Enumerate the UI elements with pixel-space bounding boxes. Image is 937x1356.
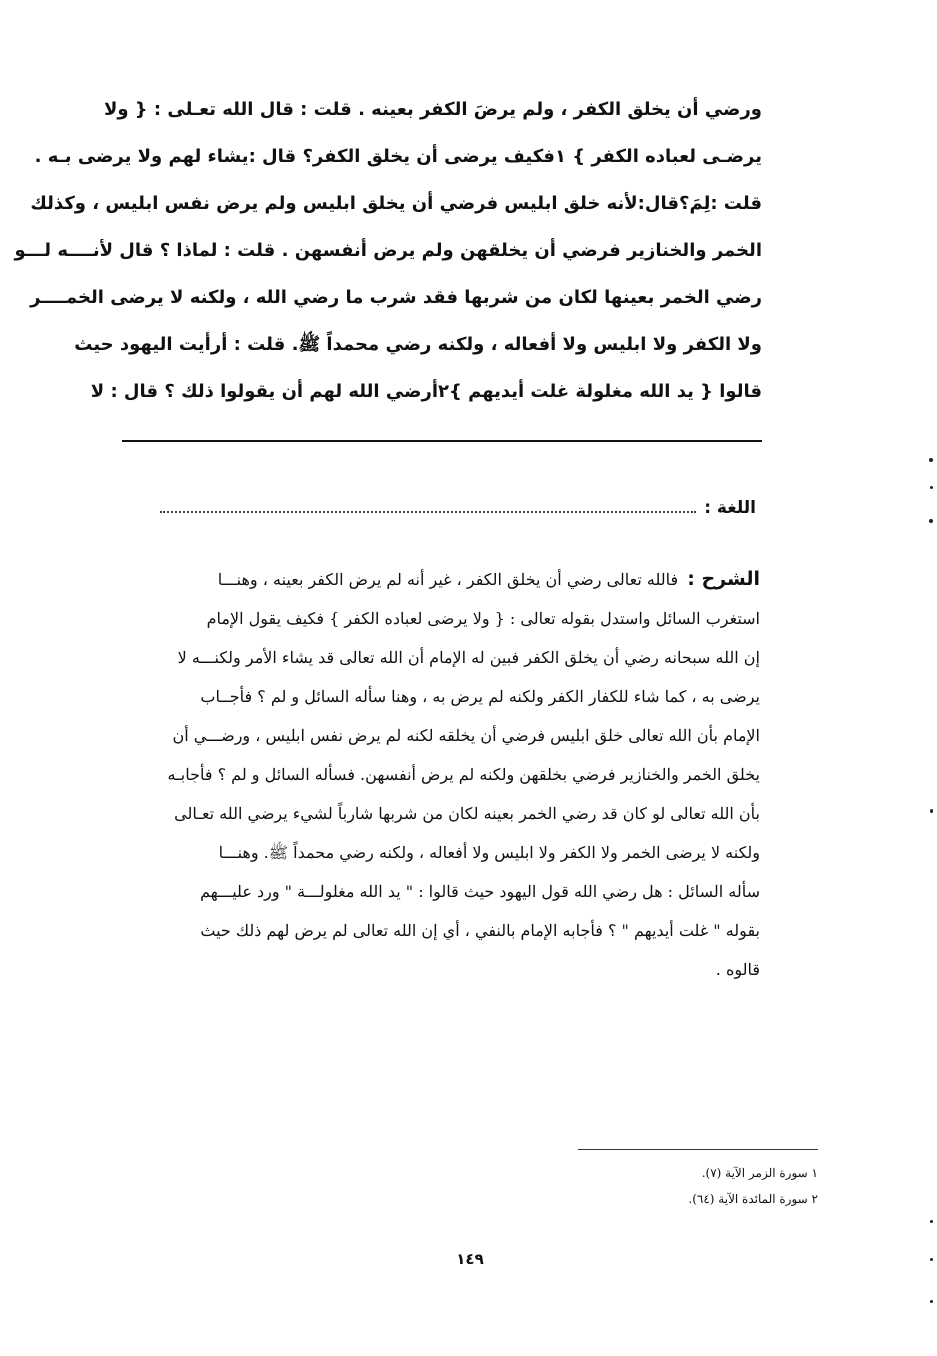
sharh-label: الشرح : [687,568,760,590]
footnote: ٢ سورة المائدة الآية (٦٤). [688,1192,818,1206]
sharh-line: إن الله سبحانه رضي أن يخلق الكفر فبين له الإمام أن الله تعالى قد يشاء الأمر ولكنـــه لا [177,648,760,667]
matn-line: ولا الكفر ولا ابليس ولا أفعاله ، ولكنه رضي محمداً ﷺ. قلت : أرأيت اليهود حيث [74,334,762,355]
sharh-text-block [130,560,760,989]
matn-text-block [14,86,762,415]
scan-speck [929,519,933,523]
footnote-divider [578,1149,818,1150]
scan-speck [930,1300,933,1303]
sharh-line: سأله السائل : هل رضي الله قول اليهود حيث قالوا : " يد الله مغلولـــة " ورد عليـــهم [200,882,760,901]
lugha-dotted-line [160,501,696,513]
matn-line: يرضـى لعباده الكفر } ١فكيف يرضى أن يخلق الكفر؟ قال :يشاء لهم ولا يرضى بـه . [34,146,762,167]
matn-line: ورضي أن يخلق الكفر ، ولم يرضَ الكفر بعينه . قلت : قال الله تعـلى : { ولا [103,99,762,120]
matn-line: الخمر والخنازير فرضي أن يخلقهن ولم يرض أنفسهن . قلت : لماذا ؟ قال لأنــــه لـــو [14,240,762,261]
footnotes [560,1160,818,1212]
matn-line: قالوا { يد الله مغلولة غلت أيديهم }٢أرضي الله لهم أن يقولوا ذلك ؟ قال : لا [90,381,762,402]
sharh-line: بقوله " غلت أيديهم " ؟ فأجابه الإمام بالنفي ، أي إن الله تعالى لم يرض لهم ذلك حيث [200,921,760,940]
scan-speck [930,809,933,813]
scan-speck [930,1220,933,1223]
page-number: ١٤٩ [456,1250,484,1268]
sharh-line: الإمام بأن الله تعالى خلق ابليس فرضي أن يخلقه لكنه لم يرض نفس ابليس ، ورضـــي أن [172,726,760,745]
lugha-label: اللغة : [704,498,756,518]
sharh-first-line-text: فالله تعالى رضي أن يخلق الكفر ، غير أنه لم يرض الكفر بعينه ، وهنـــا [217,570,679,589]
scan-speck [930,486,933,489]
sharh-line [130,560,760,599]
matn-line: قلت :لِمَ؟قال:لأنه خلق ابليس فرضي أن يخلق ابليس ولم يرض نفس ابليس ، وكذلك [30,193,762,214]
lugha-section [160,498,756,518]
sharh-line: يرضى به ، كما شاء للكفار الكفر ولكنه لم يرض به ، وهنا سأله السائل و لم ؟ فأجــاب [200,687,760,706]
sharh-line: استغرب السائل واستدل بقوله تعالى : { ولا يرضى لعباده الكفر } فكيف يقول الإمام [206,609,760,628]
matn-line: رضي الخمر بعينها لكان من شربها فقد شرب ما رضي الله ، ولكنه لا يرضى الخمــــر [30,287,762,308]
section-divider [122,440,762,442]
sharh-line: بأن الله تعالى لو كان قد رضي الخمر بعينه لكان من شربها شارباً لشيء يرضي الله تعـالى [174,804,760,823]
sharh-line: يخلق الخمر والخنازير فرضي بخلقهن ولكنه لم يرض أنفسهن. فسأله السائل و لم ؟ فأجابـه [167,765,760,784]
sharh-line: قالوه . [715,960,760,979]
scan-speck [930,1258,933,1261]
scan-speck [929,458,933,462]
footnote: ١ سورة الزمر الآية (٧). [701,1166,818,1180]
sharh-line: ولكنه لا يرضى الخمر ولا الكفر ولا ابليس ولا أفعاله ، ولكنه رضي محمداً ﷺ. وهنـــا [218,843,760,862]
